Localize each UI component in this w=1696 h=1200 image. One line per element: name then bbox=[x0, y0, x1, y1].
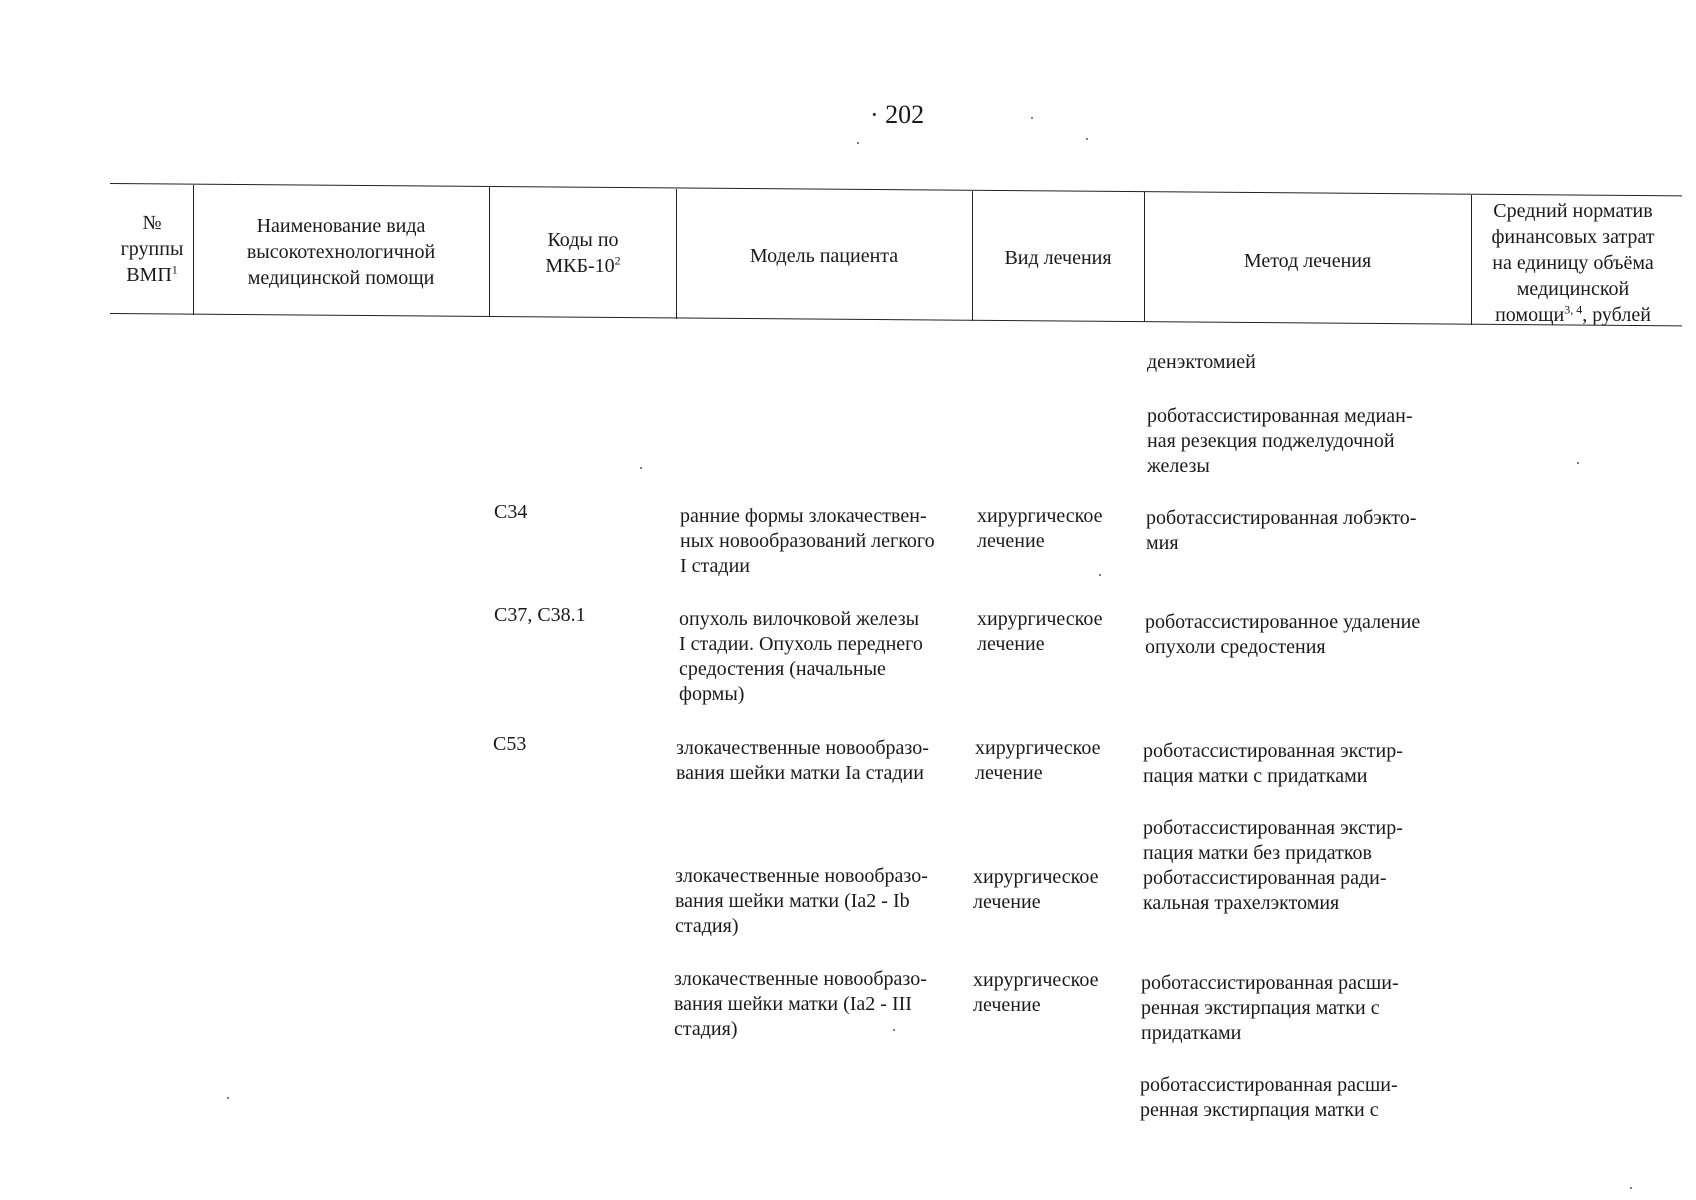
patient-model-cell: злокачественные новообразо- вания шейки матки Ia стадии bbox=[676, 737, 929, 784]
patient-model-cell: злокачественные новообразо- вания шейки матки (Ia2 - Ib стадия) bbox=[675, 865, 928, 937]
scan-speck bbox=[1630, 1187, 1632, 1189]
col-divider-5 bbox=[1144, 192, 1145, 322]
icd-code-cell: C53 bbox=[493, 733, 527, 755]
icd-code-cell: C34 bbox=[494, 501, 528, 523]
col-divider-2 bbox=[489, 187, 490, 317]
header-icd-codes: Коды по МКБ-$10^2$ bbox=[545, 229, 621, 277]
treatment-type-cell: хирургическое лечение bbox=[977, 608, 1103, 655]
treatment-type-cell: хирургическое лечение bbox=[977, 505, 1103, 552]
scan-speck bbox=[227, 1097, 229, 1099]
method-cell: роботассистированная медиан- ная резекция поджелудочной железы bbox=[1147, 405, 1413, 477]
method-cell: роботассистированная экстир- пация матки с придатками bbox=[1143, 740, 1403, 787]
page-number: · 202 bbox=[870, 100, 925, 129]
header-top-border bbox=[110, 183, 1682, 196]
header-treatment-method: Метод лечения bbox=[1243, 250, 1372, 272]
header-average-cost: Средний норматив финансовых затрат на единицу объёма медицинской помощи$^{3, 4}$, рублей bbox=[1491, 200, 1655, 326]
treatment-type-cell: хирургическое лечение bbox=[973, 969, 1099, 1016]
col-divider-3 bbox=[676, 189, 677, 319]
scan-speck bbox=[1086, 138, 1088, 140]
method-cell: роботассистированное удаление опухоли средостения bbox=[1145, 611, 1421, 658]
patient-model-cell: ранние формы злокачествен- ных новообразований легкого I стадии bbox=[680, 505, 935, 577]
method-cell: роботассистированная расши- ренная экстирпация матки с придатками bbox=[1141, 972, 1399, 1044]
patient-model-cell: опухоль вилочковой железы I стадии. Опухоль переднего средостения (начальные формы) bbox=[679, 608, 923, 705]
col-divider-1 bbox=[193, 185, 194, 315]
scan-speck bbox=[857, 142, 859, 144]
scan-speck bbox=[893, 1029, 895, 1031]
col-divider-4 bbox=[972, 191, 973, 321]
header-treatment-type: Вид лечения bbox=[1004, 247, 1112, 269]
header-patient-model: Модель пациента bbox=[749, 245, 899, 267]
patient-model-cell: злокачественные новообразо- вания шейки матки (Ia2 - III стадия) bbox=[674, 968, 927, 1040]
treatment-type-cell: хирургическое лечение bbox=[973, 866, 1099, 913]
scan-speck bbox=[1031, 117, 1033, 119]
scan-speck bbox=[640, 467, 642, 469]
header-care-type: Наименование вида высокотехнологичной медицинской помощи bbox=[246, 215, 436, 289]
method-cell: роботассистированная расши- ренная экстирпация матки с bbox=[1140, 1074, 1398, 1121]
header-bottom-border bbox=[110, 313, 1682, 326]
header-group-number: № группы ВМП$^1$ bbox=[120, 212, 184, 286]
method-cell: денэктомией bbox=[1147, 351, 1256, 373]
treatment-type-cell: хирургическое лечение bbox=[975, 737, 1101, 784]
scan-speck bbox=[1099, 574, 1101, 576]
scan-speck bbox=[1577, 462, 1579, 464]
method-cell: роботассистированная экстир- пация матки без придатков роботассистированная ради- кальная трахелэктомия bbox=[1143, 817, 1403, 914]
method-cell: роботассистированная лобэкто- мия bbox=[1146, 507, 1417, 554]
icd-code-cell: C37, C38.1 bbox=[494, 604, 586, 626]
col-divider-6 bbox=[1471, 195, 1472, 325]
